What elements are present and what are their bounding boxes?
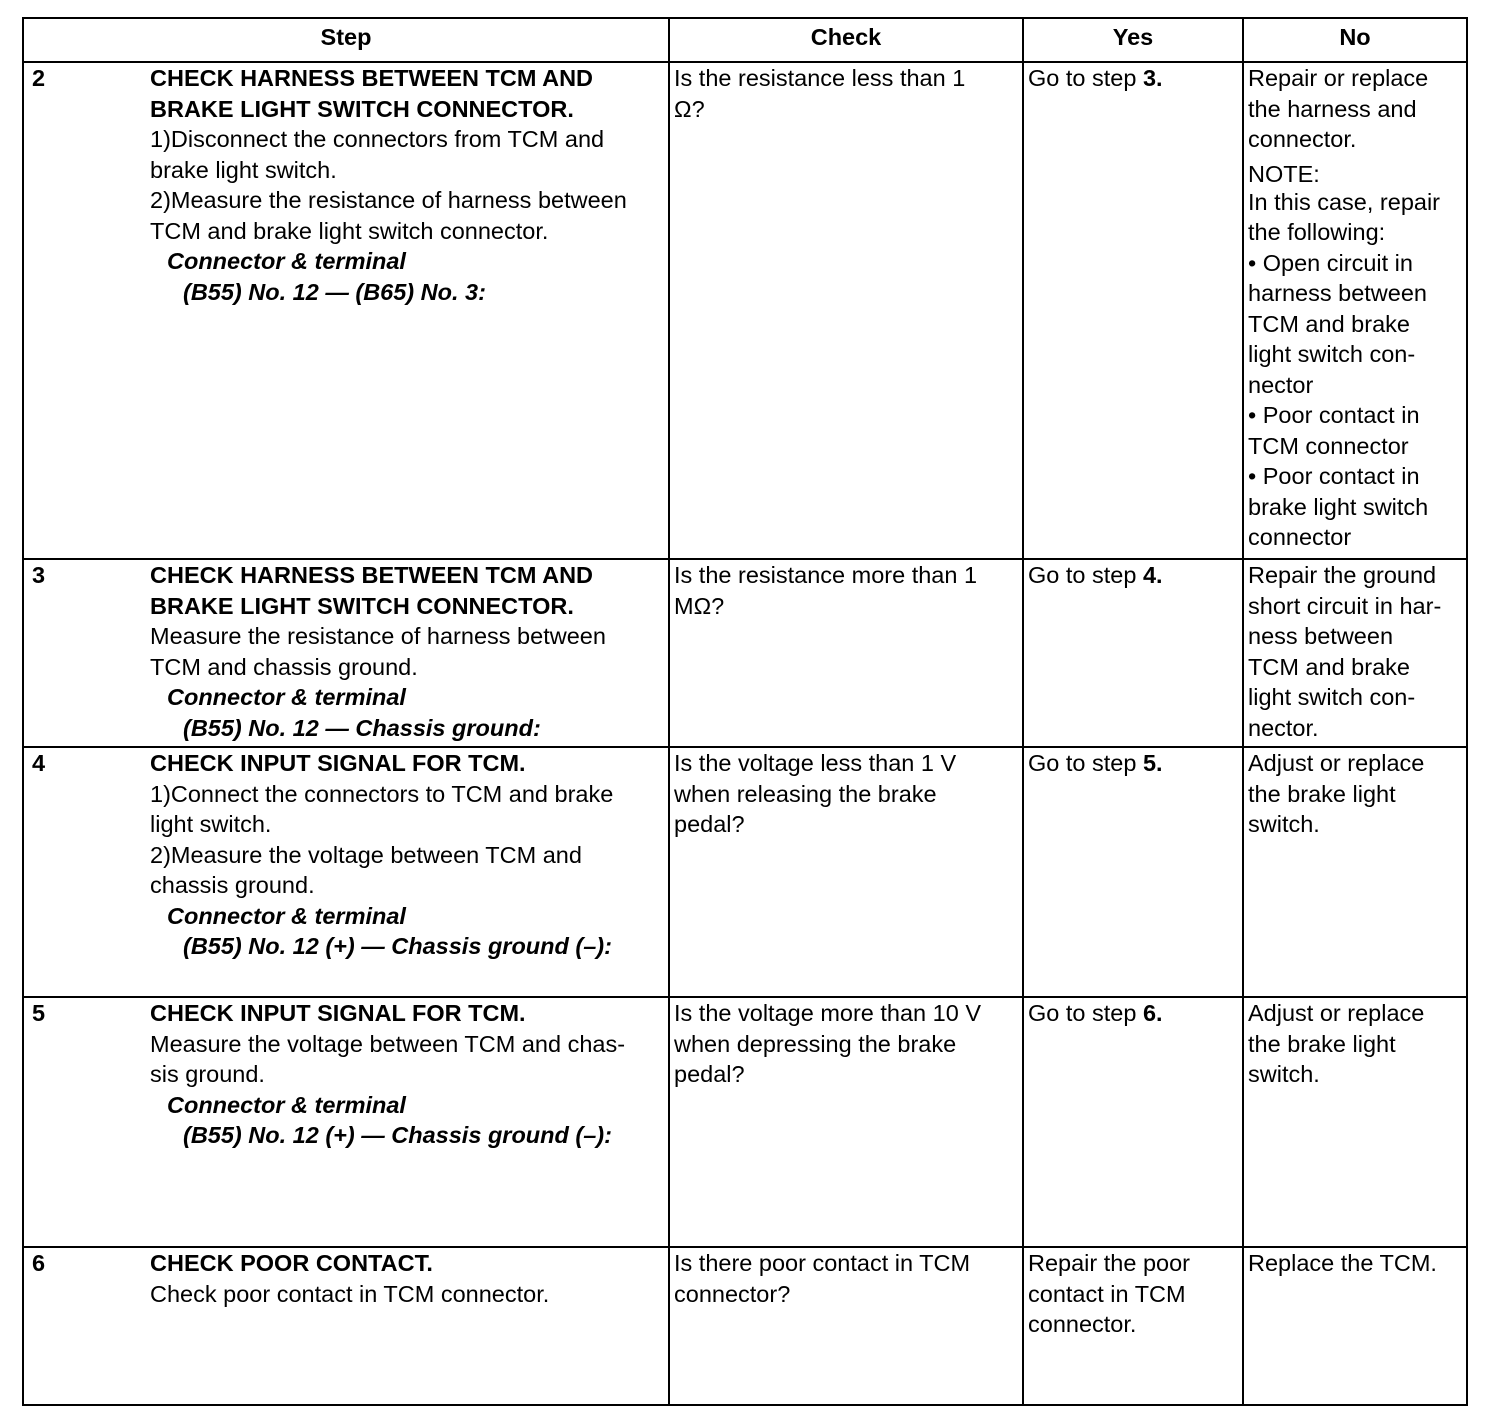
table-row — [23, 1247, 1467, 1405]
step-number: 4 — [32, 750, 46, 776]
check-line: when depressing the brake — [674, 1030, 957, 1057]
step-body — [150, 63, 664, 307]
check-line: connector? — [674, 1280, 791, 1307]
note-line: In this case, repair — [1248, 188, 1441, 215]
step-title — [150, 998, 660, 1029]
note-bullet — [1248, 248, 1462, 401]
step-cell — [23, 559, 669, 747]
check-cell — [669, 747, 1023, 997]
step-title-line: CHECK HARNESS BETWEEN TCM AND — [150, 562, 594, 588]
note-bullet-line: • Poor contact in — [1248, 402, 1420, 428]
no-cell — [1243, 1247, 1467, 1405]
yes-cell — [1023, 997, 1243, 1247]
no-line: nector. — [1248, 714, 1319, 741]
step-cell — [23, 1247, 669, 1405]
check-line: Is the voltage more than 10 V — [674, 1000, 981, 1026]
no-line: the harness and — [1248, 95, 1417, 122]
connector-terminal: (B55) No. 12 — Chassis ground: — [183, 714, 541, 741]
step-cell — [23, 62, 669, 559]
no-line: Adjust or replace — [1248, 750, 1425, 776]
step-body — [150, 560, 664, 743]
check-line: when releasing the brake — [674, 780, 937, 807]
note-bullet-line: TCM connector — [1248, 432, 1409, 459]
header-row — [23, 18, 1467, 62]
step-instruction: brake light switch. — [150, 156, 337, 183]
check-line: Is the resistance more than 1 — [674, 562, 978, 588]
yes-line: connector. — [1028, 1311, 1137, 1337]
note-bullet-line: brake light switch — [1248, 493, 1429, 520]
step-body — [150, 998, 664, 1151]
step-title-line: CHECK HARNESS BETWEEN TCM AND — [150, 65, 594, 91]
check-cell — [669, 62, 1023, 559]
step-instruction: Check poor contact in TCM connector. — [150, 1280, 550, 1307]
step-instruction: TCM and chassis ground. — [150, 653, 418, 680]
header-no: No — [1243, 18, 1467, 62]
check-cell — [669, 997, 1023, 1247]
step-instruction: TCM and brake light switch connector. — [150, 217, 549, 244]
no-line: Repair the ground — [1248, 562, 1437, 588]
check-cell — [669, 1247, 1023, 1405]
note-bullet-line: light switch con- — [1248, 341, 1416, 367]
no-line: switch. — [1248, 1061, 1320, 1087]
connector-label: Connector & terminal — [167, 902, 406, 929]
step-number: 3 — [32, 562, 46, 588]
note-bullet-line: connector — [1248, 524, 1352, 550]
step-instruction: chassis ground. — [150, 872, 315, 898]
note-bullet-line: • Open circuit in — [1248, 249, 1413, 276]
yes-cell — [1023, 1247, 1243, 1405]
check-line: MΩ? — [674, 592, 725, 619]
step-body — [150, 748, 664, 962]
yes-text: Go to step — [1028, 562, 1143, 588]
yes-step-ref: 6. — [1142, 1000, 1163, 1026]
no-cell — [1243, 997, 1467, 1247]
check-line: Ω? — [674, 95, 705, 122]
yes-text: Go to step — [1028, 1000, 1143, 1026]
no-line: short circuit in har- — [1248, 592, 1442, 619]
step-cell — [23, 997, 669, 1247]
yes-text: Go to step — [1028, 65, 1143, 91]
note-bullet-line: harness between — [1248, 280, 1427, 306]
step-instruction: 1)Disconnect the connectors from TCM and — [150, 126, 605, 152]
check-line: Is the voltage less than 1 V — [674, 750, 957, 776]
step-cell — [23, 747, 669, 997]
step-title — [150, 1248, 660, 1279]
header-step: Step — [23, 18, 669, 62]
no-line: TCM and brake — [1248, 653, 1410, 680]
check-cell — [669, 559, 1023, 747]
check-line: Is the resistance less than 1 — [674, 65, 966, 91]
no-line: light switch con- — [1248, 684, 1416, 710]
yes-line: contact in TCM — [1028, 1280, 1186, 1307]
connector-terminal: (B55) No. 12 — (B65) No. 3: — [183, 278, 486, 305]
connector-terminal: (B55) No. 12 (+) — Chassis ground (–): — [183, 1122, 612, 1148]
step-body — [150, 1248, 664, 1309]
yes-step-ref: 4. — [1142, 562, 1163, 588]
connector-label: Connector & terminal — [167, 1091, 406, 1118]
step-title — [150, 63, 660, 124]
no-cell — [1243, 559, 1467, 747]
no-line: the brake light — [1248, 1030, 1396, 1057]
step-instruction: light switch. — [150, 811, 272, 837]
note-bullet-line: • Poor contact in — [1248, 463, 1420, 489]
no-line: Repair or replace — [1248, 65, 1429, 91]
header-yes: Yes — [1023, 18, 1243, 62]
step-number: 6 — [32, 1250, 46, 1276]
no-line: Adjust or replace — [1248, 1000, 1425, 1026]
connector-terminal: (B55) No. 12 (+) — Chassis ground (–): — [183, 933, 612, 959]
step-instruction: 2)Measure the resistance of harness between — [150, 187, 627, 213]
check-line: Is there poor contact in TCM — [674, 1250, 971, 1276]
step-number: 5 — [32, 1000, 46, 1026]
note-label: NOTE: — [1248, 160, 1320, 187]
step-title-line: CHECK INPUT SIGNAL FOR TCM. — [150, 750, 526, 776]
step-instruction: Measure the resistance of harness between — [150, 623, 606, 649]
step-title-line: CHECK POOR CONTACT. — [150, 1250, 433, 1276]
step-number: 2 — [32, 65, 46, 91]
no-cell — [1243, 62, 1467, 559]
yes-line: Repair the poor — [1028, 1250, 1190, 1276]
table-row — [23, 997, 1467, 1247]
step-title-line: CHECK INPUT SIGNAL FOR TCM. — [150, 1000, 526, 1026]
check-line: pedal? — [674, 811, 745, 837]
note-line: the following: — [1248, 219, 1386, 245]
no-line: the brake light — [1248, 780, 1396, 807]
step-title-line: BRAKE LIGHT SWITCH CONNECTOR. — [150, 95, 574, 122]
header-check: Check — [669, 18, 1023, 62]
step-title-line: BRAKE LIGHT SWITCH CONNECTOR. — [150, 592, 574, 619]
yes-step-ref: 3. — [1142, 65, 1163, 91]
table-row — [23, 62, 1467, 559]
yes-cell — [1023, 62, 1243, 559]
step-instruction: sis ground. — [150, 1061, 265, 1087]
no-line: ness between — [1248, 623, 1394, 649]
no-line: switch. — [1248, 811, 1320, 837]
diagnostic-table — [22, 17, 1468, 1406]
note-bullet — [1248, 400, 1462, 461]
yes-step-ref: 5. — [1142, 750, 1163, 776]
no-line: connector. — [1248, 126, 1357, 152]
table-row — [23, 747, 1467, 997]
step-instruction: 2)Measure the voltage between TCM and — [150, 841, 582, 868]
step-title — [150, 560, 660, 621]
connector-label: Connector & terminal — [167, 248, 406, 274]
step-instruction: Measure the voltage between TCM and chas- — [150, 1030, 626, 1057]
note-bullet — [1248, 461, 1462, 553]
check-line: pedal? — [674, 1061, 745, 1087]
note-bullet-line: nector — [1248, 371, 1314, 398]
table-row — [23, 559, 1467, 747]
yes-cell — [1023, 559, 1243, 747]
yes-cell — [1023, 747, 1243, 997]
no-line: Replace the TCM. — [1248, 1250, 1437, 1276]
connector-label: Connector & terminal — [167, 684, 406, 710]
note-bullet-line: TCM and brake — [1248, 310, 1410, 337]
yes-text: Go to step — [1028, 750, 1143, 776]
step-instruction: 1)Connect the connectors to TCM and brake — [150, 780, 614, 807]
no-cell — [1243, 747, 1467, 997]
step-title — [150, 748, 660, 779]
